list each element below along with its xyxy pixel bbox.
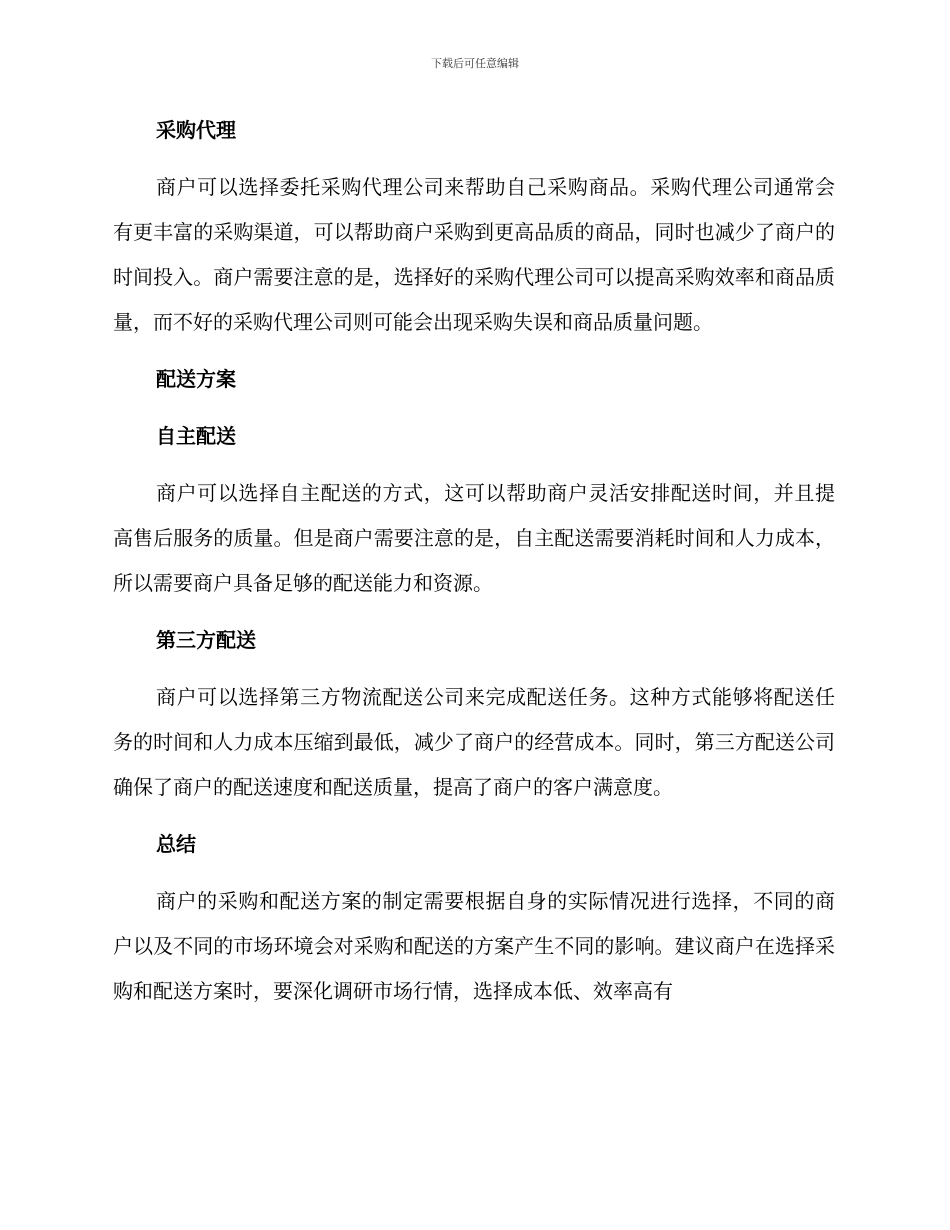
document-body (113, 108, 835, 1026)
paragraph-third-party-delivery: 商户可以选择第三方物流配送公司来完成配送任务。这种方式能够将配送任务的时间和人力成本压缩到最低，减少了商户的经营成本。同时，第三方配送公司确保了商户的配送速度和配送质量，提高了商户的客户满意度。 (113, 685, 835, 799)
heading-procurement-agent: 采购代理 (156, 118, 236, 142)
paragraph-self-delivery: 商户可以选择自主配送的方式，这可以帮助商户灵活安排配送时间，并且提高售后服务的质量。但是商户需要注意的是，自主配送需要消耗时间和人力成本，所以需要商户具备足够的配送能力和资源。 (113, 481, 835, 595)
paragraph-summary: 商户的采购和配送方案的制定需要根据自身的实际情况进行选择，不同的商户以及不同的市场环境会对采购和配送的方案产生不同的影响。建议商户在选择采购和配送方案时，要深化调研市场行情，选择成本低、效率高有 (113, 889, 835, 1003)
header-note: 下载后可任意编辑 (431, 57, 519, 70)
heading-self-delivery: 自主配送 (156, 424, 236, 448)
heading-third-party-delivery: 第三方配送 (156, 628, 256, 652)
heading-summary: 总结 (156, 832, 196, 856)
heading-delivery-plan: 配送方案 (156, 367, 236, 391)
paragraph-procurement-agent: 商户可以选择委托采购代理公司来帮助自己采购商品。采购代理公司通常会有更丰富的采购渠道，可以帮助商户采购到更高品质的商品，同时也减少了商户的时间投入。商户需要注意的是，选择好的采购代理公司可以提高采购效率和商品质量，而不好的采购代理公司则可能会出现采购失误和商品质量问题。 (113, 175, 835, 334)
